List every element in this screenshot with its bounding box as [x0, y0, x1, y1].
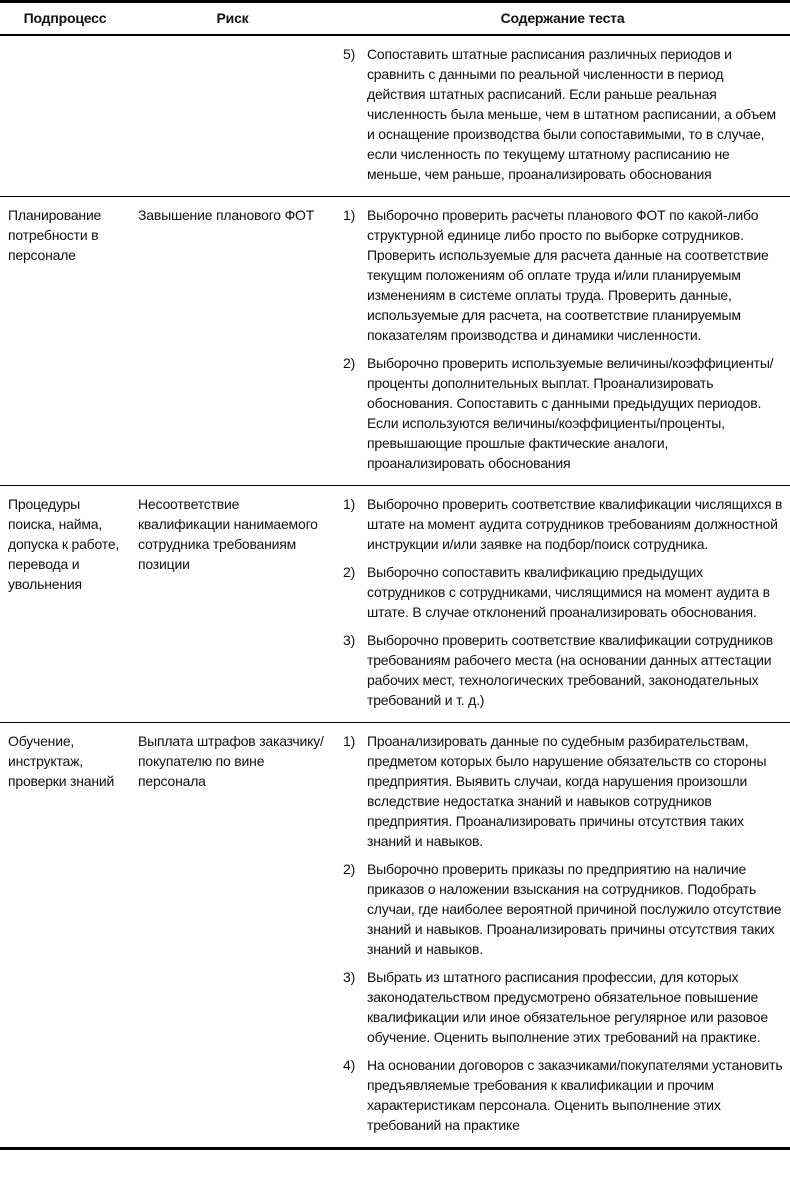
test-item-number: 2) — [343, 861, 356, 877]
risk-cell — [130, 35, 335, 197]
test-item — [343, 1055, 784, 1135]
test-item-text: Выборочно проверить используемые величины/коэффициенты/проценты дополнительных выплат. Проанализировать обоснования. Сопоставить с данными предыдущих периодов. Если используются величины/коэффициенты/проценты, превышающие прошлые фактические аналоги, проанализировать обоснования — [367, 355, 774, 471]
risk-cell: Завышение планового ФОТ — [130, 197, 335, 486]
tests-cell — [335, 723, 790, 1149]
subprocess-cell — [0, 35, 130, 197]
test-item-number: 4) — [343, 1057, 356, 1073]
test-item-text: Выборочно проверить соответствие квалификации сотрудников требованиям рабочего места (на основании данных аттестации рабочих мест, технологических требований, законодательных требований и т. д.) — [367, 632, 773, 708]
test-item-number: 1) — [343, 207, 356, 223]
test-item — [343, 494, 784, 554]
table-row — [0, 723, 790, 1149]
test-item — [343, 562, 784, 622]
test-item-text: Выборочно сопоставить квалификацию предыдущих сотрудников с сотрудниками, числящимися на момент аудита в штате. В случае отклонений проанализировать обоснования. — [367, 564, 770, 620]
table-header-row — [0, 2, 790, 36]
test-item-number: 2) — [343, 355, 356, 371]
test-item — [343, 44, 784, 184]
test-item — [343, 859, 784, 959]
test-item — [343, 731, 784, 851]
tests-cell — [335, 35, 790, 197]
test-item-number: 3) — [343, 632, 356, 648]
test-item-text: Выборочно проверить расчеты планового ФОТ по какой-либо структурной единице либо просто по выборке сотрудников. Проверить используемые для расчета данные на соответствие текущим положениям об оплате труда и/или планируемым изменениям в системе оплаты труда. Проверить данные, используемые для расчета, на соответствие планируемым показателям производства и динамики численности. — [367, 207, 769, 343]
test-item-number: 1) — [343, 733, 356, 749]
table-row — [0, 35, 790, 197]
column-header-subprocess: Подпроцесс — [0, 2, 130, 36]
test-item-number: 1) — [343, 496, 356, 512]
risk-cell: Несоответствие квалификации нанимаемого сотрудника требованиям позиции — [130, 486, 335, 723]
table-row — [0, 197, 790, 486]
subprocess-cell: Процедуры поиска, найма, допуска к работе, перевода и увольнения — [0, 486, 130, 723]
column-header-risk: Риск — [130, 2, 335, 36]
test-item-number: 2) — [343, 564, 356, 580]
risk-cell: Выплата штрафов заказчику/покупателю по вине персонала — [138, 733, 324, 789]
test-item-text: Проанализировать данные по судебным разбирательствам, предметом которых было нарушение обязательств со стороны предприятия. Выявить случаи, когда нарушения произошли вследствие недостатка знаний и навыков сотрудников предприятия. Проанализировать причины отсутствия таких знаний и навыков. — [367, 733, 767, 849]
test-item — [343, 353, 784, 473]
test-item — [343, 630, 784, 710]
test-item-text: Сопоставить штатные расписания различных периодов и сравнить с данными по реальной численности в период действия штатных расписаний. Если раньше реальная численность была меньше, чем в штатном расписании, а объем и оснащение производства были сопоставимыми, то в случае, если численность по текущему штатному расписанию не меньше, чем раньше, проанализировать обоснования — [367, 46, 776, 182]
test-item — [343, 967, 784, 1047]
test-item-number: 5) — [343, 46, 356, 62]
tests-cell — [335, 197, 790, 486]
test-item-text: Выборочно проверить соответствие квалификации числящихся в штате на момент аудита сотрудников требованиям должностной инструкции и/или заявке на подбор/поиск сотрудника. — [367, 496, 783, 552]
test-item-text: Выборочно проверить приказы по предприятию на наличие приказов о наложении взыскания на сотрудников. Подобрать случаи, где наиболее вероятной причиной послужило отсутствие знаний и навыков. Проанализировать причины отсутствия таких знаний и навыков. — [367, 861, 782, 957]
subprocess-cell: Обучение, инструктаж, проверки знаний — [8, 733, 115, 789]
test-item-text: На основании договоров с заказчиками/покупателями установить предъявляемые требования к квалификации и прочим характеристикам персонала. Оценить выполнение этих требований на практике — [367, 1057, 783, 1133]
test-item-text: Выбрать из штатного расписания профессии, для которых законодательством предусмотрено обязательное повышение квалификации или иное обязательное регулярное или разовое обучение. Оценить выполнение этих требований на практике. — [367, 969, 768, 1045]
tests-cell — [335, 486, 790, 723]
subprocess-cell: Планирование потребности в персонале — [0, 197, 130, 486]
test-item — [343, 205, 784, 345]
test-item-number: 3) — [343, 969, 356, 985]
column-header-test-content: Содержание теста — [335, 2, 790, 36]
table-row — [0, 486, 790, 723]
